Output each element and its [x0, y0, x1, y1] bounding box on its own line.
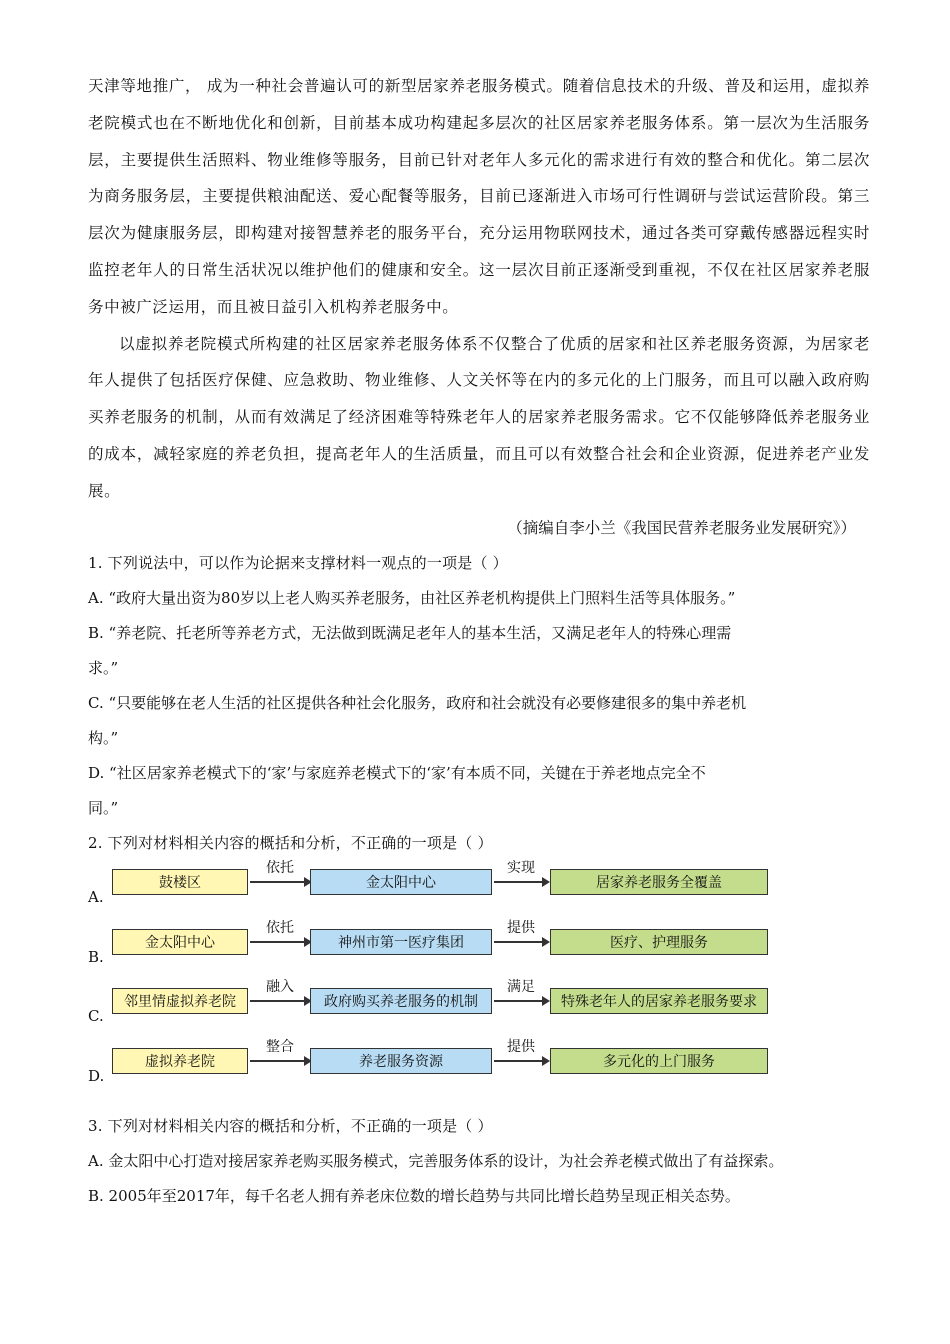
- flow-box-left: 虚拟养老院: [112, 1048, 248, 1074]
- question-1-option-c-line1: C. “只要能够在老人生活的社区提供各种社会化服务，政府和社会就没有必要修建很多的集中养老机: [88, 693, 747, 712]
- flow-arrow-label-2: 满足: [507, 978, 535, 995]
- flow-box-right: 特殊老年人的居家养老服务要求: [550, 988, 768, 1014]
- flow-arrow-label-1: 依托: [266, 859, 294, 876]
- flow-row-b: [88, 919, 870, 967]
- passage-paragraph-1: 天津等地推广， 成为一种社会普遍认可的新型居家养老服务模式。随着信息技术的升级、普及和运用，虚拟养老院模式也在不断地优化和创新，目前基本成功构建起多层次的社区居家养老服务体系。第一层次为生活服务层，主要提供生活照料、物业维修等服务，目前已针对老年人多元化的需求进行有效的整合和优化。第二层次为商务服务层，主要提供粮油配送、爱心配餐等服务，目前已逐渐进入市场可行性调研与尝试运营阶段。第三层次为健康服务层，即构建对接智慧养老的服务平台，充分运用物联网技术，通过各类可穿戴传感器远程实时监控老年人的日常生活状况以维护他们的健康和安全。这一层次目前正逐渐受到重视，不仅在社区居家养老服务中被广泛运用，而且被日益引入机构养老服务中。: [88, 77, 870, 316]
- question-1-option-c-line2: 构。”: [88, 728, 119, 747]
- flow-box-right: 多元化的上门服务: [550, 1048, 768, 1074]
- flow-arrow-1: [250, 1000, 310, 1002]
- flow-arrow-1: [250, 1060, 310, 1062]
- flow-row-d: [88, 1038, 870, 1086]
- flow-box-middle: 神州市第一医疗集团: [310, 929, 492, 955]
- flow-arrow-2: [494, 881, 548, 883]
- flow-row-letter: B.: [88, 947, 104, 966]
- question-1-option-b-line2: 求。”: [88, 658, 119, 677]
- flow-box-middle: 政府购买养老服务的机制: [310, 988, 492, 1014]
- question-1-stem: 1. 下列说法中，可以作为论据来支撑材料一观点的一项是（ ）: [88, 553, 508, 572]
- flow-row-letter: C.: [88, 1006, 104, 1025]
- flow-arrow-1: [250, 881, 310, 883]
- flow-row-letter: A.: [88, 887, 104, 906]
- flow-arrow-label-1: 融入: [266, 978, 294, 995]
- question-3-option-a: A. 金太阳中心打造对接居家养老购买服务模式，完善服务体系的设计，为社会养老模式做出了有益探索。: [88, 1151, 784, 1170]
- question-2-stem: 2. 下列对材料相关内容的概括和分析，不正确的一项是（ ）: [88, 833, 493, 852]
- flow-box-middle: 金太阳中心: [310, 869, 492, 895]
- flow-row-c: [88, 978, 870, 1026]
- flow-arrow-label-2: 实现: [507, 859, 535, 876]
- flow-row-letter: D.: [88, 1066, 105, 1085]
- flow-box-right: 医疗、护理服务: [550, 929, 768, 955]
- question-1-option-b-line1: B. “养老院、托老所等养老方式，无法做到既满足老年人的基本生活，又满足老年人的特殊心理需: [88, 623, 732, 642]
- question-1-option-d-line1: D. “社区居家养老模式下的‘家’与家庭养老模式下的‘家’有本质不同，关键在于养老地点完全不: [88, 763, 706, 782]
- passage-paragraph-2: 以虚拟养老院模式所构建的社区居家养老服务体系不仅整合了优质的居家和社区养老服务资源，为居家老年人提供了包括医疗保健、应急救助、物业维修、人文关怀等在内的多元化的上门服务，而且可以融入政府购买养老服务的机制，从而有效满足了经济困难等特殊老年人的居家养老服务需求。它不仅能够降低养老服务业的成本，减轻家庭的养老负担，提高老年人的生活质量，而且可以有效整合社会和企业资源，促进养老产业发展。: [88, 334, 870, 500]
- flow-arrow-2: [494, 941, 548, 943]
- question-3-option-b: B. 2005年至2017年，每千名老人拥有养老床位数的增长趋势与共同比增长趋势呈现正相关态势。: [88, 1186, 740, 1205]
- flow-arrow-label-2: 提供: [507, 919, 535, 936]
- flow-box-right: 居家养老服务全覆盖: [550, 869, 768, 895]
- question-3-stem: 3. 下列对材料相关内容的概括和分析，不正确的一项是（ ）: [88, 1116, 493, 1135]
- flow-arrow-label-2: 提供: [507, 1038, 535, 1055]
- flow-arrow-label-1: 整合: [266, 1038, 294, 1055]
- flow-box-middle: 养老服务资源: [310, 1048, 492, 1074]
- flow-arrow-label-1: 依托: [266, 919, 294, 936]
- question-1-option-d-line2: 同。”: [88, 798, 119, 817]
- question-1-option-a: A. “政府大量出资为80岁以上老人购买养老服务，由社区养老机构提供上门照料生活等具体服务。”: [88, 588, 736, 607]
- question-2-flow-diagram: [88, 859, 870, 1103]
- flow-row-a: [88, 859, 870, 907]
- flow-arrow-1: [250, 941, 310, 943]
- flow-box-left: 鼓楼区: [112, 869, 248, 895]
- document-page: [88, 68, 870, 1214]
- passage-source: （摘编自李小兰《我国民营养老服务业发展研究》）: [507, 518, 856, 537]
- flow-arrow-2: [494, 1060, 548, 1062]
- flow-box-left: 邻里情虚拟养老院: [112, 988, 248, 1014]
- flow-box-left: 金太阳中心: [112, 929, 248, 955]
- flow-arrow-2: [494, 1000, 548, 1002]
